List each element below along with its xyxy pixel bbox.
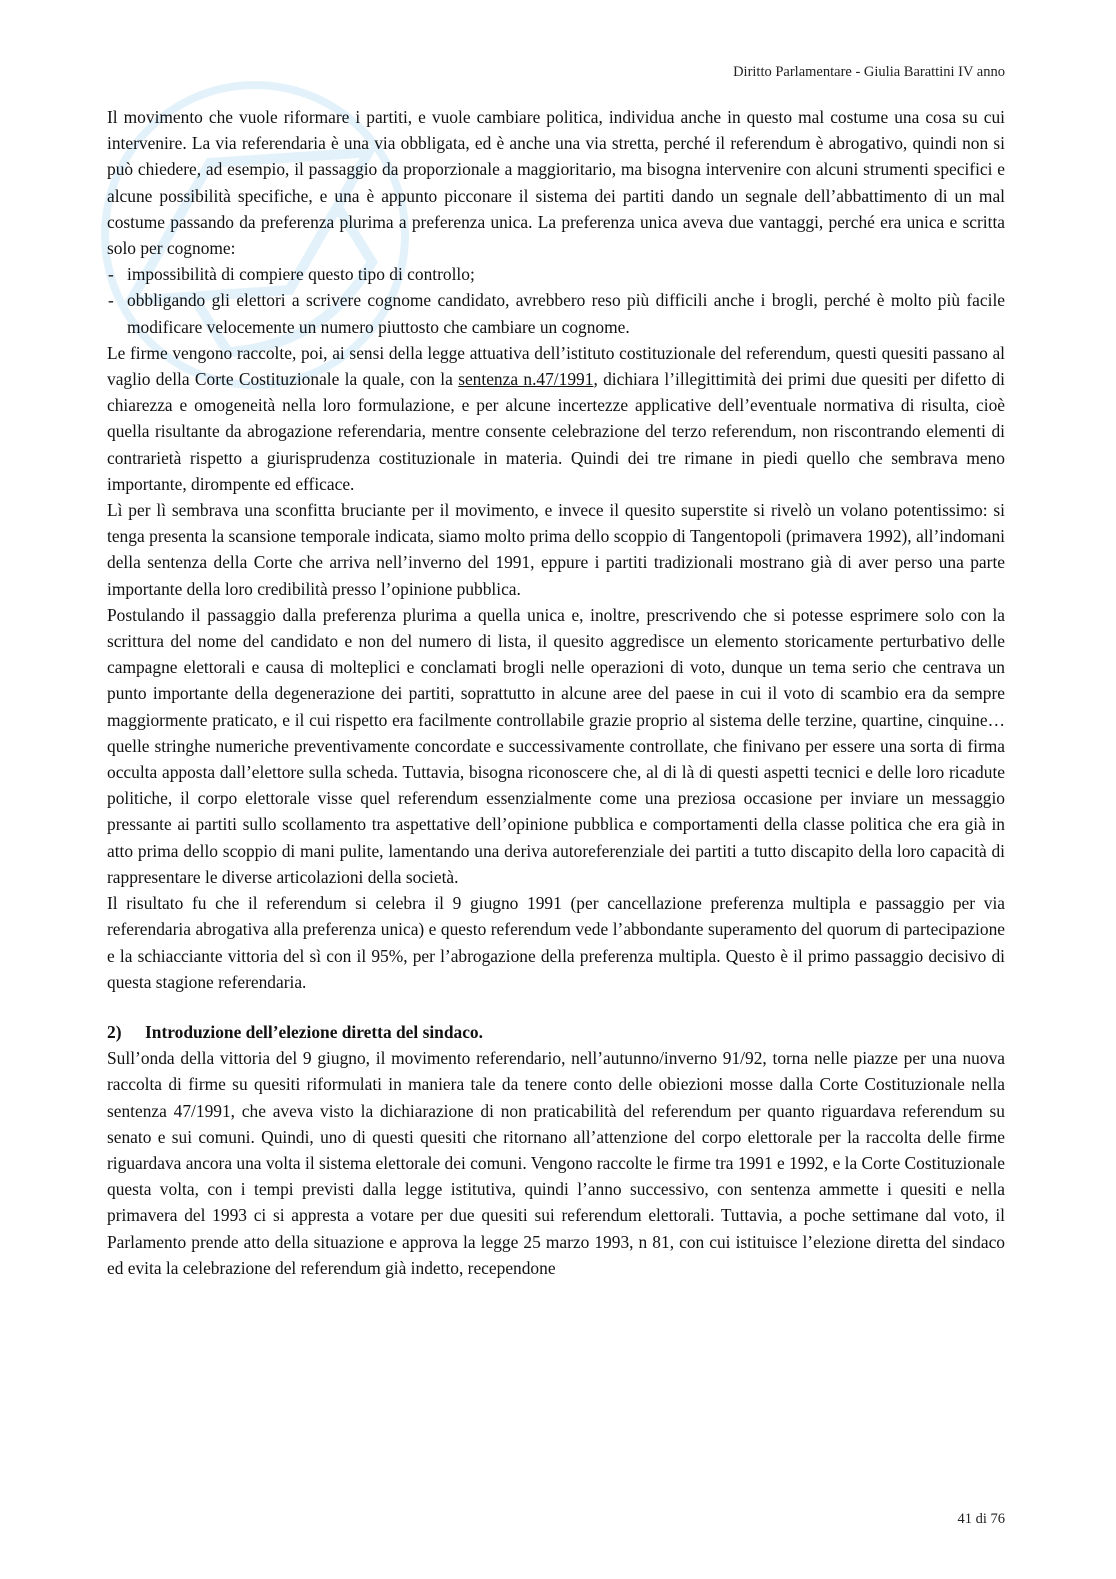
section-title: Introduzione dell’elezione diretta del sindaco.: [145, 1021, 483, 1042]
paragraph-sconfitta: Lì per lì sembrava una sconfitta bruciante per il movimento, e invece il quesito superstite si rivelò un volano potentissimo: si tenga presenta la scansione temporale indicata, siamo molto prima dello scoppio di Tangentopoli (primavera 1992), all’indomani della sentenza della Corte che arriva nell’inverno del 1991, eppure i partiti tradizionali mostrano già di aver perso una parte importante della loro credibilità presso l’opinione pubblica.: [107, 500, 1005, 599]
document-page: [107, 0, 1005, 1579]
section-number: 2): [107, 1021, 122, 1042]
paragraph-firme: [107, 340, 1005, 497]
paragraph-movimento: Il movimento che vuole riformare i partiti, e vuole cambiare politica, individua anche in questo mal costume una cosa su cui intervenire. La via referendaria è una via obbligata, ed è anche una via stretta, perché il referendum è abrogativo, quindi non si può chiedere, ad esempio, il passaggio da proporzionale a maggioritario, ma bisogna intervenire con alcuni strumenti specifici e alcune possibilità specifiche, e una è appunto picconare il sistema dei partiti dando un segnale dell’abbattimento di un mal costume passando da preferenza plurima a preferenza unica. La preferenza unica aveva due vantaggi, perché era unica e scritta solo per cognome:: [107, 107, 1005, 259]
running-header: Diritto Parlamentare - Giulia Barattini IV anno: [733, 64, 1005, 80]
paragraph-risultato: Il risultato fu che il referendum si celebra il 9 giugno 1991 (per cancellazione preferenza multipla e passaggio per via referendaria abrogativa alla preferenza unica) e questo referendum vede l’abbondante superamento del quorum di partecipazione e la schiacciante vittoria del sì con il 95%, per l’abrogazione della preferenza multipla. Questo è il primo passaggio decisivo di questa stagione referendaria.: [107, 893, 1005, 992]
list-item: - impossibilità di compiere questo tipo di controllo;: [107, 261, 1005, 287]
section-heading: [107, 1019, 1005, 1045]
paragraph-postulando: Postulando il passaggio dalla preferenza plurima a quella unica e, inoltre, prescrivendo che si potesse esprimere solo con la scrittura del nome del candidato e non del numero di lista, il quesito aggredisce un elemento storicamente perturbativo delle campagne elettorali e causa di molteplici e conclamati brogli nelle operazioni di voto, dunque un tema serio che centrava un punto importante della degenerazione dei partiti, soprattutto in alcune aree del paese in cui il voto di scambio era da sempre maggiormente praticato, e il cui rispetto era facilmente controllabile grazie proprio al sistema delle terzine, quartine, cinquine… quelle stringhe numeriche preventivamente concordate e successivamente controllate, che finivano per essere una sorta di firma occulta apposta dall’elettore sulla scheda. Tuttavia, bisogna riconoscere che, al di là di questi aspetti tecnici e delle loro ricadute politiche, il corpo elettorale visse quel referendum essenzialmente come una preziosa occasione per inviare un messaggio pressante ai partiti sullo scollamento tra aspettative dell’opinione pubblica e comportamenti della classe politica che era già in atto prima dello scoppio di mani pulite, lamentando una deriva autoreferenziale dei partiti a tutto discapito della loro capacità di rappresentare le diverse articolazioni della società.: [107, 604, 1005, 887]
paragraph-text: , dichiara l’illegittimità dei primi due quesiti per difetto di chiarezza e omogeneità nella loro formulazione, e per alcune incertezze applicative dell’eventuale normativa di risulta, cioè quella risultante da abrogazione referendaria, mentre consente celebrazione del terzo referendum, non riscontrando elementi di contrarietà rispetto a giurisprudenza costituzionale in materia. Quindi dei tre rimane in piedi quello che sembrava meno importante, dirompente ed efficace.: [107, 369, 1006, 494]
paragraph-sindaco: Sull’onda della vittoria del 9 giugno, il movimento referendario, nell’autunno/inverno 91/92, torna nelle piazze per una nuova raccolta di firme su quesiti riformulati in maniera tale da tenere conto delle obiezioni mosse dalla Corte Costituzionale nella sentenza 47/1991, che aveva visto la dichiarazione di non praticabilità del referendum per quanto riguardava referendum su senato e sui comuni. Quindi, uno di questi quesiti che ritornano all’attenzione del corpo elettorale per la raccolta delle firme riguardava ancora una volta il sistema elettorale dei comuni. Vengono raccolte le firme tra 1991 e 1992, e la Corte Costituzionale questa volta, con i tempi previsti dalla legge istitutiva, quindi l’anno successivo, con sentenza ammette i quesiti e nella primavera del 1993 ci si appresta a votare per due quesiti sui referendum elettorali. Tuttavia, a poche settimane dal voto, il Parlamento prende atto della situazione e approva la legge 25 marzo 1993, n 81, con cui istituisce l’elezione diretta del sindaco ed evita la celebrazione del referendum già indetto, recependone: [107, 1048, 1005, 1278]
list-item: - obbligando gli elettori a scrivere cognome candidato, avrebbero reso più difficili anche i brogli, perché è molto più facile modificare velocemente un numero piuttosto che cambiare un cognome.: [107, 287, 1005, 339]
page-number: 41 di 76: [957, 1511, 1005, 1527]
advantages-list: [107, 261, 1005, 340]
paragraph-text: Le firme vengono raccolte, poi, ai sensi della legge attuativa dell’istituto costituzionale del referendum, questi quesiti passano al vaglio della Corte Costituzionale la quale, con la: [107, 342, 1005, 390]
page-body: [107, 104, 1005, 1281]
sentenza-reference: sentenza n.47/1991: [458, 369, 594, 390]
